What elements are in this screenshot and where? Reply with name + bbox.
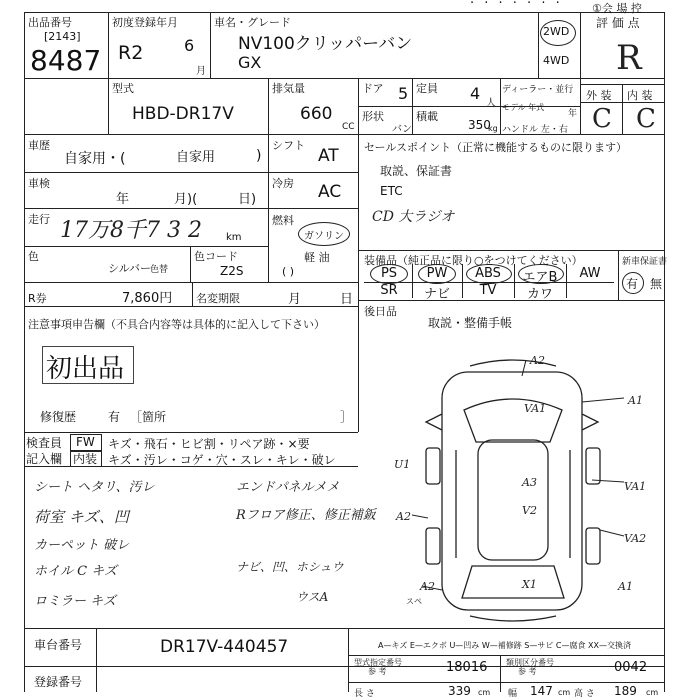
inspection-month-unit: 月)(: [174, 192, 198, 207]
lot-label: 出品番号: [28, 16, 72, 29]
handle-label: ハンドル 左・右: [502, 125, 568, 135]
damage-mark: A1: [618, 580, 633, 593]
grid-line: [268, 172, 358, 173]
equip-ps: PS: [380, 266, 398, 281]
car-roof-outline: [478, 440, 548, 560]
grid-line: [364, 282, 614, 283]
car-damage-diagram: [372, 350, 664, 625]
inspection-year-unit: 年: [116, 192, 130, 207]
usage-close: ): [256, 148, 262, 164]
load-value: 350: [468, 118, 491, 132]
inspection-label: 車検: [28, 177, 50, 190]
color-label: 色: [28, 250, 39, 263]
guarantee-without: 無: [650, 277, 663, 291]
transmission-label: シフト: [272, 139, 305, 152]
nameplate-day: 日: [340, 292, 354, 307]
shape-value: バン: [392, 124, 412, 135]
equip-abs: ABS: [475, 266, 501, 281]
drive-2wd: 2WD: [543, 25, 570, 38]
interior-label: 内 装: [627, 89, 653, 102]
inspector-fw-items: キズ・飛石・ヒビ割・リペア跡・×要: [108, 437, 310, 451]
fuel-paren: ( ): [282, 265, 295, 278]
grid-line: [412, 78, 413, 134]
shape-label: 形状: [362, 110, 384, 123]
damage-mark: VA1: [624, 480, 647, 493]
comment-left: ホイル C キズ: [34, 564, 117, 579]
comment-left: 荷室 キズ、凹: [34, 508, 129, 526]
length-unit: cm: [478, 688, 491, 697]
grid-line: [580, 12, 581, 134]
grid-line: [566, 264, 567, 298]
car-windshield: [464, 399, 562, 442]
color-suffix: 色替: [150, 265, 169, 275]
guarantee-label: 新車保証書: [622, 257, 668, 267]
grid-line: [24, 12, 664, 13]
color-value: シルバー: [108, 262, 151, 275]
usage-text: 自家用・(: [64, 151, 126, 167]
fuel-diesel: 軽 油: [304, 251, 330, 264]
sales-point-handwritten: CD 大ラジオ: [372, 209, 455, 225]
inspection-day-unit: 日): [238, 192, 257, 207]
class-ref: 参 考: [518, 667, 537, 676]
inspector-fw: FW: [76, 435, 95, 449]
grid-line: [618, 250, 619, 300]
capacity-label: 定員: [416, 82, 438, 95]
width-label: 幅: [508, 689, 518, 699]
fuel-label: 燃料: [272, 214, 294, 227]
vehicle-name: NV100クリッパーバン: [238, 34, 413, 54]
car-body-outline: [442, 372, 582, 610]
header-dots: · · · · · · ·: [470, 0, 563, 11]
transmission-value: AT: [318, 146, 339, 166]
displacement-label: 排気量: [272, 82, 305, 95]
comment-left: ロミラー キズ: [34, 594, 116, 609]
sales-point-item: ETC: [380, 184, 403, 198]
grid-line: [24, 134, 664, 135]
grid-line: [108, 12, 109, 134]
inspector-interior: 内装: [73, 452, 98, 466]
width-unit: cm: [558, 688, 571, 697]
displacement-value: 660: [300, 104, 333, 124]
registration-month-unit: 月: [196, 66, 206, 77]
color-code-label: 色コード: [194, 250, 238, 263]
grid-line: [24, 306, 358, 307]
rating-score: R: [616, 38, 642, 78]
equip-navi: ナビ: [423, 287, 450, 302]
history-label: 後日品: [364, 305, 397, 318]
sales-point-item: 取説、保証書: [380, 164, 453, 178]
repair-value: 有: [108, 410, 121, 424]
chassis-label: 車台番号: [34, 638, 83, 652]
load-label: 積載: [416, 110, 438, 123]
nameplate-month: 月: [288, 292, 302, 307]
aircon-value: AC: [318, 182, 342, 202]
grid-line: [358, 300, 664, 301]
doors-label: ドア: [362, 82, 384, 95]
equip-sr: SR: [380, 283, 398, 298]
recycle-label: R券: [28, 292, 47, 305]
equip-abs-circle: [466, 264, 512, 284]
grid-line: [514, 264, 515, 298]
repair-close: ］: [340, 410, 353, 424]
damage-mark: A2: [396, 510, 411, 523]
fuel-gasoline: ガソリン: [304, 231, 344, 242]
grid-line: [192, 282, 193, 306]
grid-line: [358, 78, 359, 432]
grid-line: [664, 12, 665, 692]
history-value: 取説・整備手帳: [428, 316, 513, 330]
grid-line: [190, 246, 191, 282]
inspector-label: 検査員: [26, 436, 63, 450]
vehicle-name-label: 車名・グレード: [214, 16, 291, 29]
vehicle-grade: GX: [238, 53, 262, 72]
interior-grade: C: [636, 104, 656, 134]
equipment-label: 装備品（純正品に限り○をつけてください）: [364, 254, 583, 267]
damage-legend: A—キズ E—エクボ U—凹み W—補修跡 S—サビ C—腐食 XX—交換済: [378, 641, 632, 650]
class-label: 類別区分番号: [506, 658, 554, 667]
registration-label: 初度登録年月: [112, 16, 178, 29]
equip-aw: AW: [579, 266, 601, 281]
type-cert-value: 18016: [446, 660, 488, 675]
guarantee-with: 有: [626, 277, 639, 291]
grid-line: [348, 682, 664, 683]
equip-leather: カワ: [526, 287, 553, 302]
damage-mark: VA2: [624, 532, 647, 545]
capacity-value: 4: [470, 84, 481, 103]
exterior-grade: C: [592, 104, 612, 134]
grid-line: [24, 246, 268, 247]
registration-month: 6: [184, 36, 195, 55]
damage-mark: U1: [394, 458, 411, 471]
grid-line: [348, 655, 664, 656]
doors-value: 5: [398, 84, 409, 103]
dealer-label: ディーラー・並行: [502, 85, 574, 95]
height-value: 189: [614, 684, 637, 698]
type-cert-ref: 参 考: [368, 667, 387, 676]
mileage-unit: km: [226, 232, 242, 243]
length-value: 339: [448, 684, 471, 698]
exterior-label: 外 装: [586, 89, 612, 102]
class-value: 0042: [614, 660, 648, 675]
equip-pw: PW: [426, 266, 448, 281]
comment-left: シート ヘタリ、汚レ: [34, 480, 155, 495]
registration-number-label: 登録番号: [34, 675, 83, 689]
grid-line: [24, 432, 358, 433]
drive-4wd: 4WD: [543, 54, 570, 67]
car-wheel: [586, 528, 600, 564]
lot-code: [2143]: [44, 30, 81, 43]
load-unit: kg: [488, 124, 498, 133]
grid-line: [24, 282, 358, 283]
equip-tv: TV: [479, 283, 497, 298]
damage-mark: X1: [522, 578, 537, 591]
notes-text: 初出品: [46, 354, 125, 384]
color-code: Z2S: [220, 264, 244, 278]
usage-label: 車歴: [28, 139, 50, 152]
comment-left: カーペット 破レ: [34, 538, 130, 553]
chassis-number: DR17V-440457: [160, 637, 289, 657]
grid-line: [24, 628, 664, 629]
mileage-value: 17万8千7 3 2: [60, 218, 202, 243]
grid-line: [500, 78, 501, 134]
notes-label: 注意事項申告欄（不具合内容等は具体的に記入して下さい）: [28, 318, 325, 331]
repair-place: ［箇所: [130, 410, 167, 424]
model-label: 型式: [112, 82, 134, 95]
car-rear-bumper: [470, 616, 556, 621]
recycle-value: 7,860円: [122, 291, 173, 306]
height-unit: cm: [646, 688, 659, 697]
inspector-interior-items: キズ・汚レ・コゲ・穴・スレ・キレ・破レ: [108, 453, 336, 467]
grid-line: [622, 84, 623, 134]
model-year-label: モデル 年式: [502, 103, 545, 112]
damage-mark: A3: [522, 476, 537, 489]
damage-mark: A2: [530, 354, 545, 367]
equip-ps-circle: [370, 264, 408, 284]
grid-line: [24, 666, 664, 667]
lot-number: 8487: [30, 44, 102, 77]
damage-mark: VA1: [524, 402, 547, 415]
model-year-unit: 年: [568, 109, 578, 119]
displacement-unit: CC: [342, 122, 355, 132]
grid-line: [96, 628, 97, 692]
repair-label: 修復歴: [40, 410, 77, 424]
sales-points-label: セールスポイント（正常に機能するものに限ります）: [364, 141, 628, 154]
rating-label: 評 価 点: [596, 16, 640, 30]
grid-line: [348, 628, 349, 692]
damage-mark: V2: [522, 504, 537, 517]
comment-right: Rフロア修正、修正補鈑: [236, 508, 376, 523]
model-value: HBD-DR17V: [132, 104, 234, 124]
grid-line: [268, 208, 358, 209]
aircon-label: 冷房: [272, 177, 294, 190]
damage-mark: A1: [628, 394, 643, 407]
grid-line: [500, 655, 501, 692]
height-label: 高 さ: [574, 689, 595, 699]
nameplate-label: 名変期限: [196, 292, 240, 305]
mileage-label: 走行: [28, 213, 50, 226]
grid-line: [24, 78, 664, 79]
grid-line: [358, 106, 580, 107]
comment-right: ナビ、凹、ホシュウ: [236, 560, 344, 574]
equip-airbag: エアB: [522, 270, 558, 285]
car-wheel: [426, 448, 440, 484]
length-label: 長 さ: [354, 689, 375, 699]
spare-mark: スペ: [406, 597, 422, 606]
type-cert-label: 型式指定番号: [354, 658, 402, 667]
venue-copy-label: ①会 場 控: [592, 2, 642, 15]
grid-line: [462, 264, 463, 298]
comment-right: エンドパネルメメ: [236, 480, 340, 495]
usage-value: 自家用: [176, 150, 216, 165]
car-wheel: [426, 528, 440, 564]
equip-airbag-circle: [518, 264, 564, 284]
grid-line: [24, 12, 25, 692]
capacity-unit: 人: [486, 98, 496, 109]
car-rear-window: [462, 566, 564, 598]
inspector-label-2: 記入欄: [26, 452, 63, 466]
registration-era-year: R2: [118, 42, 144, 64]
grid-line: [210, 12, 211, 78]
comment-right: ウスA: [296, 590, 329, 604]
grid-line: [268, 78, 269, 282]
grid-line: [538, 12, 539, 78]
damage-mark: A2: [420, 580, 435, 593]
car-wheel: [586, 448, 600, 484]
width-value: 147: [530, 684, 553, 698]
equip-pw-circle: [418, 264, 456, 284]
grid-line: [412, 264, 413, 298]
